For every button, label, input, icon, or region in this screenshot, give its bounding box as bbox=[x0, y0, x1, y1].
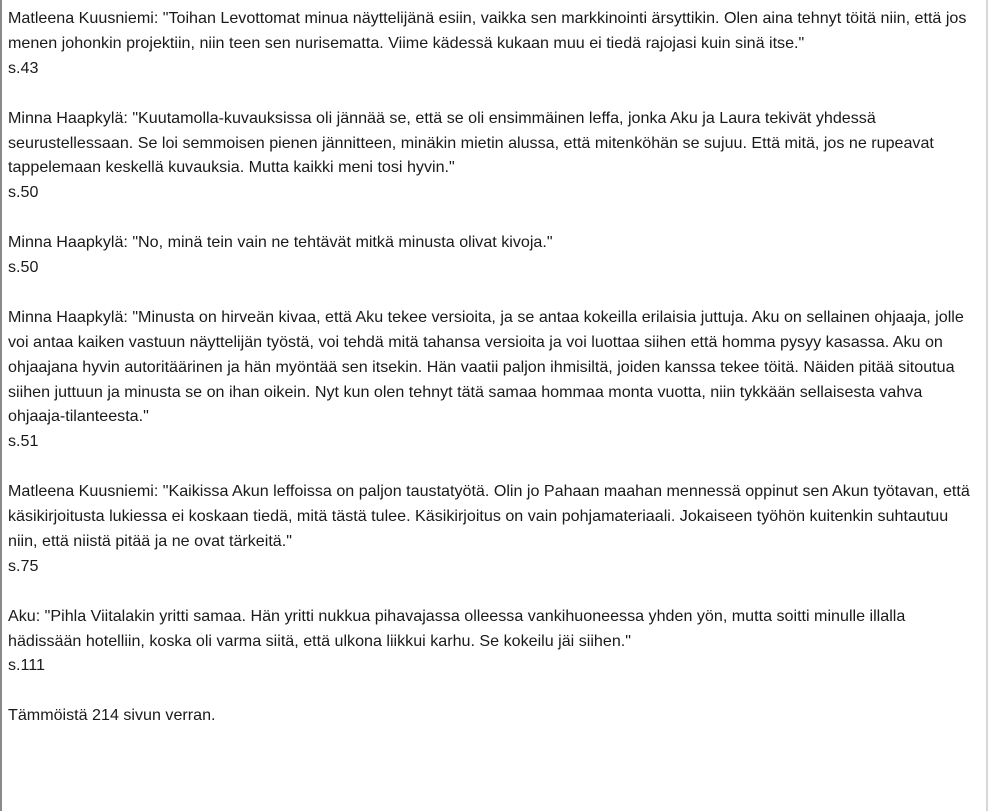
quote-text: Minna Haapkylä: "Minusta on hirveän kivaa, että Aku tekee versioita, ja se antaa kokeilla erilaisia juttuja. Aku on sellainen ohjaaja, jolle voi antaa kaiken vastuun näyttelijän työstä, voi tehdä mitä tahansa versioita ja voi luottaa siihen että homma pysyy kasassa. Aku on ohjaajana hyvin autoritäärinen ja hän myöntää sen itsekin. Hän vaatii paljon ihmisiltä, joiden kanssa tekee töitä. Näiden pitää sitoutua siihen juttuun ja minusta se on ihan oikein. Nyt kun olen tehnyt tätä samaa hommaa monta vuotta, niin tykkään sellaisesta vahva ohjaaja-tilanteesta." bbox=[8, 307, 964, 426]
quote-text: Minna Haapkylä: "No, minä tein vain ne tehtävät mitkä minusta olivat kivoja." bbox=[8, 233, 553, 252]
page-reference: s.50 bbox=[8, 258, 39, 277]
quote-block bbox=[8, 230, 976, 280]
closing-note: Tämmöistä 214 sivun verran. bbox=[8, 706, 216, 725]
quote-block bbox=[8, 604, 976, 679]
quotes-content bbox=[8, 6, 976, 728]
quote-block bbox=[8, 305, 976, 454]
quote-text: Minna Haapkylä: "Kuutamolla-kuvauksissa oli jännää se, että se oli ensimmäinen leffa, jonka Aku ja Laura tekivät yhdessä seurustellessaan. Se loi semmoisen pienen jännitteen, minäkin mietin alussa, että mitenköhän se sujuu. Että mitä, jos ne rupeavat tappelemaan keskellä kuvauksia. Mutta kaikki meni tosi hyvin." bbox=[8, 108, 934, 177]
page-reference: s.111 bbox=[8, 656, 45, 675]
quote-block bbox=[8, 479, 976, 579]
left-border bbox=[0, 0, 2, 811]
quote-text: Matleena Kuusniemi: "Kaikissa Akun leffoissa on paljon taustatyötä. Olin jo Pahaan maahan mennessä oppinut sen Akun työtavan, että käsikirjoitusta lukiessa ei koskaan tiedä, mitä tästä tulee. Käsikirjoitus on vain pohjamateriaali. Jokaiseen työhön kuitenkin suhtautuu niin, että niistä pitää ja ne ovat tärkeitä." bbox=[8, 482, 970, 550]
page-reference: s.75 bbox=[8, 556, 39, 575]
page-reference: s.50 bbox=[8, 183, 39, 202]
quote-text: Aku: "Pihla Viitalakin yritti samaa. Hän yritti nukkua pihavajassa olleessa vankihuoneessa yhden yön, mutta soitti minulle illalla hädissään hotelliin, koska oli varma siitä, että ulkona liikkui karhu. Se kokeilu jäi siihen." bbox=[8, 606, 906, 650]
page-reference: s.51 bbox=[8, 432, 39, 451]
quote-block bbox=[8, 106, 976, 206]
quote-text: Matleena Kuusniemi: "Toihan Levottomat minua näyttelijänä esiin, vaikka sen markkinointi ärsyttikin. Olen aina tehnyt töitä niin, että jos menen johonkin projektiin, niin teen sen nurisematta. Viime kädessä kukaan muu ei tiedä rajojasi kuin sinä itse." bbox=[8, 9, 967, 52]
quote-block bbox=[8, 6, 976, 81]
page-reference: s.43 bbox=[8, 58, 39, 77]
